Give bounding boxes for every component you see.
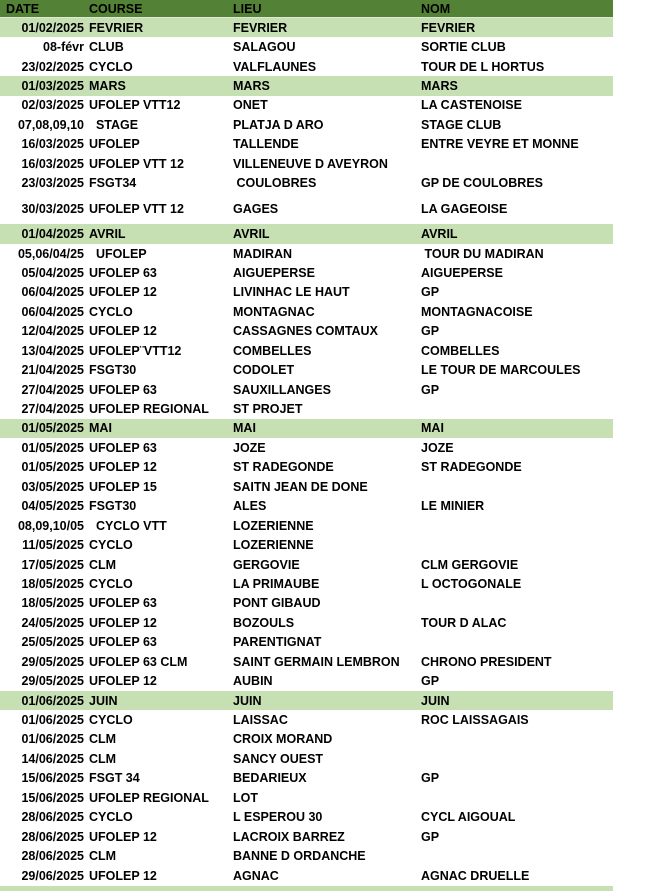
event-row <box>0 399 613 418</box>
event-row <box>0 866 613 885</box>
event-row <box>0 808 613 827</box>
cell-date: 04/05/2025 <box>21 499 84 514</box>
cell-lieu: AIGUEPERSE <box>233 265 315 280</box>
cell-lieu: AGNAC <box>233 868 279 883</box>
cell-course: FSGT34 <box>89 176 137 191</box>
cell-date: 18/05/2025 <box>21 576 84 591</box>
cell-lieu: TALLENDE <box>233 137 299 152</box>
cell-lieu: AVRIL <box>233 227 270 242</box>
table-header-row <box>0 0 613 18</box>
cell-nom: CLM GERGOVIE <box>421 557 519 572</box>
event-row <box>0 341 613 360</box>
cell-course: UFOLEP¨VTT12 <box>89 343 182 358</box>
event-row <box>0 199 613 218</box>
event-row <box>0 135 613 154</box>
cell-lieu: MONTAGNAC <box>233 304 315 319</box>
cell-date: 01/02/2025 <box>21 20 84 35</box>
cell-course: UFOLEP REGIONAL <box>89 790 209 805</box>
cell-course: CYCLO <box>89 576 133 591</box>
event-row <box>0 555 613 574</box>
cell-lieu: COULOBRES <box>233 176 317 191</box>
cell-lieu: LAISSAC <box>233 713 288 728</box>
cell-lieu: PLATJA D ARO <box>233 117 324 132</box>
cell-lieu: LOT <box>233 790 258 805</box>
cell-date: 01/03/2025 <box>21 79 84 94</box>
month-divider-row <box>0 224 613 243</box>
cell-course: UFOLEP 12 <box>89 324 157 339</box>
cell-date: 13/04/2025 <box>21 343 84 358</box>
cell-lieu: PONT GIBAUD <box>233 596 321 611</box>
cell-course: CLM <box>89 751 117 766</box>
cell-date: 01/05/2025 <box>21 460 84 475</box>
event-row <box>0 613 613 632</box>
cell-lieu: VILLENEUVE D AVEYRON <box>233 156 388 171</box>
cell-nom: LE MINIER <box>421 499 485 514</box>
cell-lieu: SAUXILLANGES <box>233 382 331 397</box>
cell-date: 15/06/2025 <box>21 771 84 786</box>
cell-course: UFOLEP 63 CLM <box>89 654 188 669</box>
cell-nom: COMBELLES <box>421 343 500 358</box>
event-row <box>0 846 613 865</box>
cell-course: FSGT30 <box>89 363 137 378</box>
cell-lieu: LACROIX BARREZ <box>233 829 345 844</box>
cell-nom: GP <box>421 829 440 844</box>
cell-course: UFOLEP 12 <box>89 674 157 689</box>
cell-lieu: CROIX MORAND <box>233 732 333 747</box>
cell-lieu: ST RADEGONDE <box>233 460 334 475</box>
cell-lieu: MAI <box>233 421 256 436</box>
cell-nom: TOUR DU MADIRAN <box>421 246 544 261</box>
cell-course: CLM <box>89 732 117 747</box>
event-row <box>0 671 613 690</box>
cell-nom: AVRIL <box>421 227 458 242</box>
cell-nom: LE TOUR DE MARCOULES <box>421 363 581 378</box>
cell-nom: AGNAC DRUELLE <box>421 868 530 883</box>
cell-nom: GP <box>421 324 440 339</box>
cell-course: CLUB <box>89 40 124 55</box>
event-row <box>0 749 613 768</box>
event-row <box>0 96 613 115</box>
cell-course: CYCLO <box>89 59 133 74</box>
cell-course: UFOLEP 12 <box>89 829 157 844</box>
cell-date: 01/06/2025 <box>21 732 84 747</box>
event-row <box>0 516 613 535</box>
cell-date: 14/06/2025 <box>21 751 84 766</box>
cell-date: 12/04/2025 <box>21 324 84 339</box>
cell-date: 21/04/2025 <box>21 363 84 378</box>
month-divider-row <box>0 419 613 438</box>
cell-course: AVRIL <box>89 227 126 242</box>
cell-date: 30/03/2025 <box>21 201 84 216</box>
cell-date: 23/03/2025 <box>21 176 84 191</box>
cell-date: 16/03/2025 <box>21 137 84 152</box>
cell-lieu: JOZE <box>233 440 266 455</box>
cell-date: 28/06/2025 <box>21 829 84 844</box>
cell-date: 28/06/2025 <box>21 849 84 864</box>
column-header-nom: NOM <box>421 1 451 16</box>
cell-lieu: SALAGOU <box>233 40 296 55</box>
cell-course: UFOLEP <box>89 246 147 261</box>
column-header-course: COURSE <box>89 1 143 16</box>
cell-nom: ROC LAISSAGAIS <box>421 713 529 728</box>
cell-course: UFOLEP 63 <box>89 440 157 455</box>
cell-lieu: GAGES <box>233 201 279 216</box>
cell-date: 11/05/2025 <box>22 538 84 553</box>
cell-lieu: BEDARIEUX <box>233 771 307 786</box>
table-body <box>0 18 613 885</box>
cell-nom: GP <box>421 674 440 689</box>
next-month-row-partial <box>0 886 613 891</box>
event-row <box>0 730 613 749</box>
column-header-date: DATE <box>6 1 40 16</box>
event-row <box>0 244 613 263</box>
cell-course: UFOLEP REGIONAL <box>89 402 209 417</box>
column-header-lieu: LIEU <box>233 1 262 16</box>
cell-date: 08,09,10/05 <box>17 518 84 533</box>
cell-date: 03/05/2025 <box>21 479 84 494</box>
event-row <box>0 458 613 477</box>
event-row <box>0 57 613 76</box>
cell-date: 05,06/04/25 <box>17 246 84 261</box>
event-row <box>0 827 613 846</box>
cell-date: 05/04/2025 <box>21 265 84 280</box>
cell-course: UFOLEP 12 <box>89 460 157 475</box>
cell-date: 01/06/2025 <box>21 713 84 728</box>
event-row <box>0 633 613 652</box>
cell-nom: LA GAGEOISE <box>421 201 508 216</box>
event-row <box>0 438 613 457</box>
cell-date: 27/04/2025 <box>21 402 84 417</box>
cell-course: STAGE <box>89 117 139 132</box>
cell-nom: TOUR D ALAC <box>421 615 507 630</box>
cell-lieu: PARENTIGNAT <box>233 635 322 650</box>
cell-nom: ST RADEGONDE <box>421 460 522 475</box>
event-row <box>0 497 613 516</box>
cell-date: 27/04/2025 <box>21 382 84 397</box>
cell-date: 16/03/2025 <box>21 156 84 171</box>
cell-course: UFOLEP 15 <box>89 479 157 494</box>
cell-course: UFOLEP VTT12 <box>89 98 181 113</box>
event-row <box>0 37 613 56</box>
cell-lieu: LOZERIENNE <box>233 538 314 553</box>
cell-lieu: BOZOULS <box>233 615 295 630</box>
cell-lieu: MADIRAN <box>233 246 293 261</box>
event-row <box>0 574 613 593</box>
cell-nom: CYCL AIGOUAL <box>421 810 516 825</box>
cell-lieu: ST PROJET <box>233 402 303 417</box>
cell-lieu: LIVINHAC LE HAUT <box>233 285 350 300</box>
cell-date: 07,08,09,10 <box>17 117 84 132</box>
cell-nom: TOUR DE L HORTUS <box>421 59 545 74</box>
cell-lieu: FEVRIER <box>233 20 288 35</box>
cell-course: CYCLO <box>89 713 133 728</box>
cell-date: 29/05/2025 <box>21 654 84 669</box>
event-row <box>0 115 613 134</box>
cell-nom: GP DE COULOBRES <box>421 176 544 191</box>
cell-date: 18/05/2025 <box>21 596 84 611</box>
cell-nom: MAI <box>421 421 444 436</box>
event-row <box>0 652 613 671</box>
cell-lieu: ALES <box>233 499 267 514</box>
cell-date: 08-févr <box>43 40 84 55</box>
event-row <box>0 594 613 613</box>
cell-course: CYCLO <box>89 304 133 319</box>
cell-course: UFOLEP VTT 12 <box>89 156 184 171</box>
cell-lieu: LA PRIMAUBE <box>233 576 320 591</box>
cell-course: CYCLO <box>89 810 133 825</box>
cell-date: 24/05/2025 <box>21 615 84 630</box>
cell-nom: ENTRE VEYRE ET MONNE <box>421 137 579 152</box>
event-row <box>0 477 613 496</box>
cell-lieu: SANCY OUEST <box>233 751 324 766</box>
cell-date: 01/05/2025 <box>21 440 84 455</box>
cell-lieu: VALFLAUNES <box>233 59 317 74</box>
cell-date: 25/05/2025 <box>21 635 84 650</box>
cell-lieu: BANNE D ORDANCHE <box>233 849 366 864</box>
cell-lieu: LOZERIENNE <box>233 518 314 533</box>
event-row <box>0 380 613 399</box>
cell-lieu: SAINT GERMAIN LEMBRON <box>233 654 400 669</box>
cell-nom: GP <box>421 382 440 397</box>
event-row <box>0 283 613 302</box>
event-row <box>0 769 613 788</box>
cell-date: 29/06/2025 <box>21 868 84 883</box>
cell-nom: LA CASTENOISE <box>421 98 522 113</box>
cell-lieu: ONET <box>233 98 268 113</box>
cell-lieu: JUIN <box>233 693 262 708</box>
cell-lieu: CODOLET <box>233 363 295 378</box>
cell-nom: FEVRIER <box>421 20 476 35</box>
cell-nom: L OCTOGONALE <box>421 576 522 591</box>
cell-nom: MONTAGNACOISE <box>421 304 533 319</box>
event-row <box>0 174 613 193</box>
cell-course: UFOLEP 63 <box>89 596 157 611</box>
cell-date: 23/02/2025 <box>21 59 84 74</box>
cell-course: UFOLEP 12 <box>89 615 157 630</box>
event-row <box>0 322 613 341</box>
cell-date: 28/06/2025 <box>21 810 84 825</box>
cell-lieu: MARS <box>233 79 270 94</box>
event-row <box>0 360 613 379</box>
cell-course: MAI <box>89 421 112 436</box>
event-row <box>0 788 613 807</box>
cell-date: 17/05/2025 <box>21 557 84 572</box>
cell-nom: JOZE <box>421 440 454 455</box>
cell-nom: GP <box>421 771 440 786</box>
cell-lieu: COMBELLES <box>233 343 312 358</box>
cell-course: CLM <box>89 849 117 864</box>
cell-date: 06/04/2025 <box>21 285 84 300</box>
cell-course: MARS <box>89 79 126 94</box>
cell-course: UFOLEP VTT 12 <box>89 201 184 216</box>
cell-lieu: SAITN JEAN DE DONE <box>233 479 368 494</box>
cell-course: UFOLEP 63 <box>89 265 157 280</box>
cell-course: CYCLO <box>89 538 133 553</box>
cell-lieu: GERGOVIE <box>233 557 300 572</box>
cell-lieu: L ESPEROU 30 <box>233 810 323 825</box>
month-divider-row <box>0 76 613 95</box>
month-divider-row <box>0 691 613 710</box>
cell-date: 02/03/2025 <box>21 98 84 113</box>
cell-course: UFOLEP 12 <box>89 868 157 883</box>
cell-nom: MARS <box>421 79 458 94</box>
cell-course: UFOLEP <box>89 137 140 152</box>
cell-course: UFOLEP 12 <box>89 285 157 300</box>
cell-course: JUIN <box>89 693 118 708</box>
cell-date: 15/06/2025 <box>21 790 84 805</box>
cell-lieu: CASSAGNES COMTAUX <box>233 324 378 339</box>
event-row <box>0 302 613 321</box>
event-row <box>0 535 613 554</box>
cell-course: CYCLO VTT <box>89 518 167 533</box>
cell-nom: STAGE CLUB <box>421 117 502 132</box>
cell-nom: JUIN <box>421 693 450 708</box>
cell-course: UFOLEP 63 <box>89 635 157 650</box>
cell-date: 29/05/2025 <box>21 674 84 689</box>
month-divider-row <box>0 18 613 37</box>
cell-course: FEVRIER <box>89 20 144 35</box>
cell-nom: AIGUEPERSE <box>421 265 503 280</box>
cell-lieu: AUBIN <box>233 674 273 689</box>
cell-course: UFOLEP 63 <box>89 382 157 397</box>
cell-course: FSGT 34 <box>89 771 140 786</box>
cell-nom: CHRONO PRESIDENT <box>421 654 552 669</box>
cell-date: 01/06/2025 <box>21 693 84 708</box>
cell-nom: GP <box>421 285 440 300</box>
cell-date: 01/05/2025 <box>21 421 84 436</box>
cell-nom: SORTIE CLUB <box>421 40 506 55</box>
event-row <box>0 263 613 282</box>
cell-date: 06/04/2025 <box>21 304 84 319</box>
cell-date: 01/04/2025 <box>21 227 84 242</box>
cell-course: CLM <box>89 557 117 572</box>
event-row <box>0 710 613 729</box>
event-row <box>0 154 613 173</box>
cell-course: FSGT30 <box>89 499 137 514</box>
